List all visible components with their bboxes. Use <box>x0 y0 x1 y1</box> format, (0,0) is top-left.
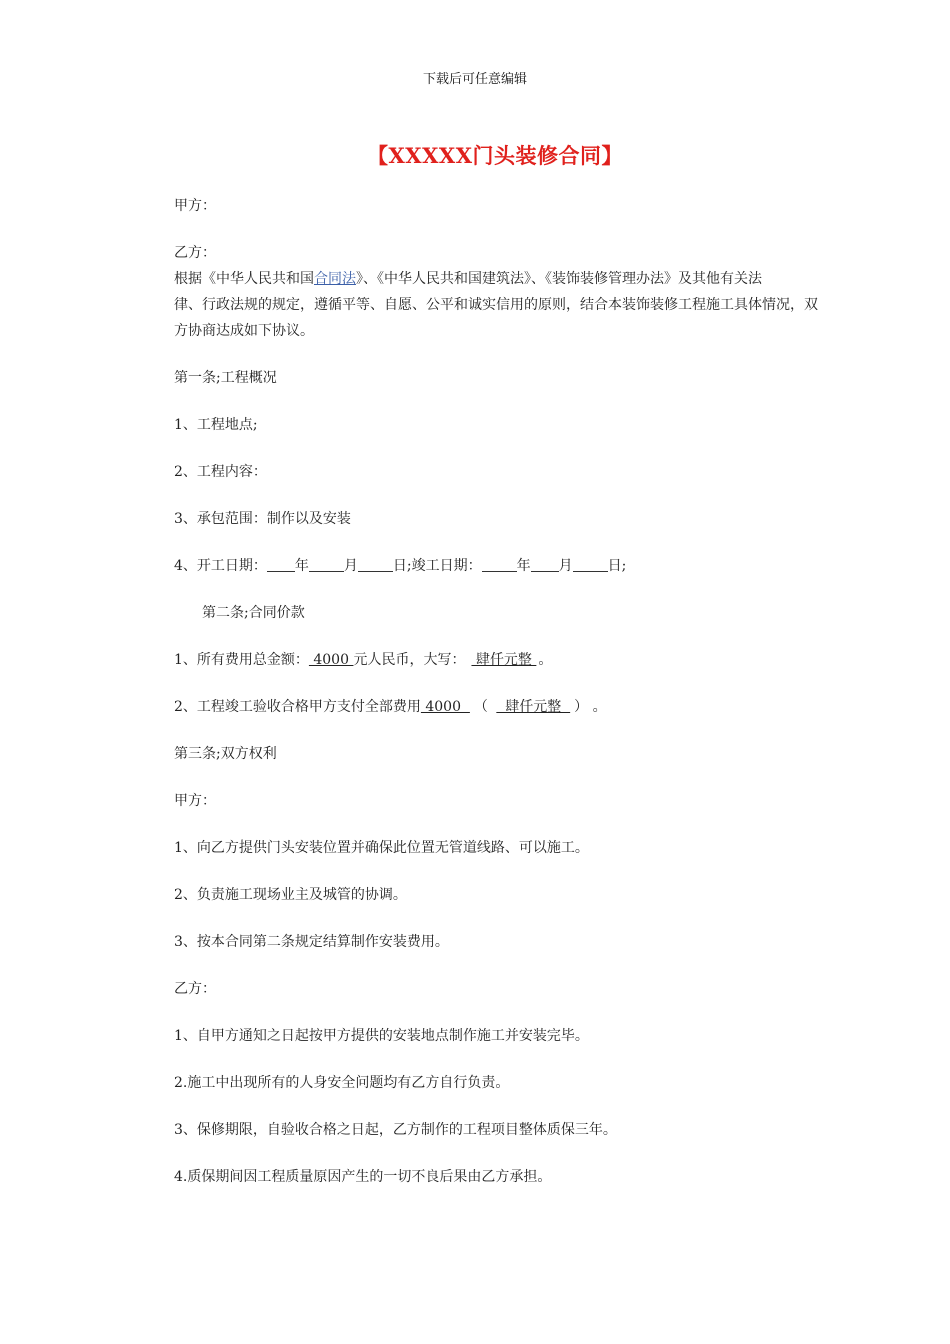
article-3-b-item-4: 4.质保期间因工程质量原因产生的一切不良后果由乙方承担。 <box>174 1169 552 1185</box>
article-3-b-item-2: 2.施工中出现所有的人身安全问题均有乙方自行负责。 <box>174 1075 510 1091</box>
end-day-label: 日; <box>607 558 627 574</box>
article-2-heading: 第二条;合同价款 <box>202 605 305 621</box>
total-amount-suffix: 。 <box>538 652 553 668</box>
payment-amount-value: 4000 <box>420 699 470 715</box>
article-3-a-item-1: 1、向乙方提供门头安装位置并确保此位置无管道线路、可以施工。 <box>174 840 589 856</box>
start-year-blank <box>267 556 295 572</box>
article-3-a-item-2: 2、负责施工现场业主及城管的协调。 <box>174 887 407 903</box>
article-3-a-item-3: 3、按本合同第二条规定结算制作安装费用。 <box>174 934 449 950</box>
intro-line-2: 律、行政法规的规定，遵循平等、自愿、公平和诚实信用的原则，结合本装饰装修工程施工具体情况，双 <box>174 297 818 313</box>
payment-label: 2、工程竣工验收合格甲方支付全部费用 <box>174 699 421 715</box>
article-3-b-item-3: 3、保修期限，自验收合格之日起，乙方制作的工程项目整体质保三年。 <box>174 1122 617 1138</box>
intro-text-1: 根据《中华人民共和国 <box>174 271 314 287</box>
start-year-label: 年 <box>294 558 309 574</box>
party-b-line: 乙方： <box>174 245 216 261</box>
article-3-party-a: 甲方： <box>174 793 216 809</box>
end-year-label: 年 <box>516 558 531 574</box>
end-month-blank <box>531 556 559 572</box>
total-amount-value: 4000 <box>308 652 354 668</box>
total-amount-mid: 元人民币，大写： <box>353 652 466 668</box>
article-3-party-b: 乙方： <box>174 981 216 997</box>
total-amount-words: 肆仟元整 <box>471 652 537 668</box>
intro-paragraph <box>174 266 818 344</box>
end-month-label: 月 <box>558 558 573 574</box>
document-title: 【XXXXX门头装修合同】 <box>367 143 623 168</box>
start-day-label: 日;竣工日期： <box>392 558 482 574</box>
total-amount-label: 1、所有费用总金额： <box>174 652 309 668</box>
payment-open-paren: （ <box>473 699 493 715</box>
party-a-line: 甲方： <box>174 198 216 214</box>
article-2-item-2 <box>174 694 814 720</box>
start-date-label: 4、开工日期： <box>174 558 267 574</box>
intro-line-1 <box>174 266 814 292</box>
article-1-item-2: 2、工程内容： <box>174 464 267 480</box>
download-note: 下载后可任意编辑 <box>422 72 527 87</box>
payment-amount-words: 肆仟元整 <box>496 699 571 715</box>
document-body <box>174 193 818 1190</box>
article-1-item-1: 1、工程地点; <box>174 417 258 433</box>
intro-line-3: 方协商达成如下协议。 <box>174 323 314 339</box>
article-2-item-1 <box>174 647 814 673</box>
article-1-heading: 第一条;工程概况 <box>174 370 277 386</box>
intro-text-2: 》、《中华人民共和国建筑法》、《装饰装修管理办法》及其他有关法 <box>356 271 762 287</box>
end-year-blank <box>482 556 517 572</box>
payment-close-paren: ） 。 <box>574 699 607 715</box>
article-3-b-item-1: 1、自甲方通知之日起按甲方提供的安装地点制作施工并安装完毕。 <box>174 1028 589 1044</box>
contract-law-link[interactable]: 合同法 <box>314 271 356 287</box>
article-1-item-3: 3、承包范围：制作以及安装 <box>174 511 351 527</box>
start-month-label: 月 <box>343 558 358 574</box>
start-month-blank <box>309 556 344 572</box>
end-day-blank <box>573 556 608 572</box>
article-1-item-4 <box>174 553 814 579</box>
start-day-blank <box>358 556 393 572</box>
article-3-heading: 第三条;双方权利 <box>174 746 277 762</box>
